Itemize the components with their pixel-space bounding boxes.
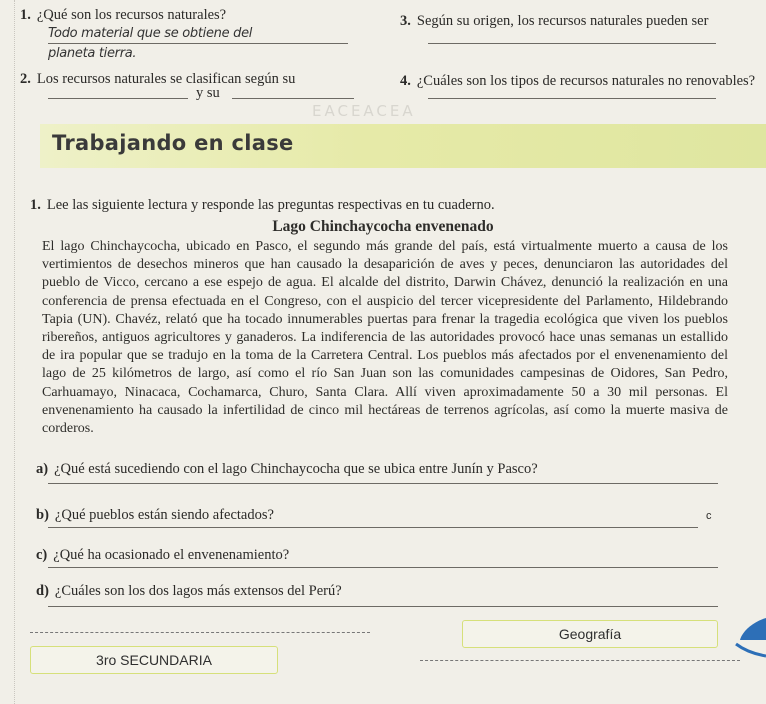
subquestion-b-text: ¿Qué pueblos están siendo afectados? — [54, 507, 274, 523]
exercise-number: 1. — [30, 197, 41, 213]
subject-label: Geografía — [558, 626, 622, 642]
answer-line — [428, 98, 716, 99]
answer-line — [428, 43, 716, 44]
question-3-text: Según su origen, los recursos naturales pueden ser — [416, 13, 709, 29]
subquestion-d-letter: d) — [36, 583, 49, 599]
blue-corner-decoration — [734, 610, 766, 670]
subquestion-c-letter: c) — [36, 547, 48, 563]
question-2-middle-text: y su — [196, 85, 220, 101]
subquestion-c-text: ¿Qué ha ocasionado el envenenamiento? — [53, 547, 290, 563]
grade-box — [30, 646, 278, 674]
question-1-handwritten-answer-line2: planeta tierra. — [48, 46, 137, 61]
subquestion-a-text: ¿Qué está sucediendo con el lago Chinchaycocha que se ubica entre Junín y Pasco? — [54, 461, 538, 477]
footer-dashed-line-right — [420, 660, 740, 661]
question-1-number: 1. — [20, 7, 31, 23]
grade-label: 3ro SECUNDARIA — [96, 652, 212, 668]
question-2-text: Los recursos naturales se clasifican según su — [36, 71, 296, 87]
question-4 — [400, 72, 755, 90]
subquestion-c — [36, 546, 289, 564]
question-4-number: 4. — [400, 73, 411, 89]
subquestion-d-text: ¿Cuáles son los dos lagos más extensos del Perú? — [54, 583, 342, 599]
reading-title: Lago Chinchaycocha envenenado — [272, 218, 494, 235]
answer-line — [48, 606, 718, 607]
exercise-instruction-row — [30, 196, 495, 214]
question-1 — [20, 6, 226, 24]
subquestion-a-letter: a) — [36, 461, 49, 477]
section-title: Trabajando en clase — [52, 131, 294, 155]
subquestion-b-letter: b) — [36, 507, 49, 523]
question-1-handwritten-answer-line1: Todo material que se obtiene del — [48, 26, 253, 41]
question-4-text: ¿Cuáles son los tipos de recursos naturales no renovables? — [416, 73, 756, 89]
answer-line — [48, 483, 718, 484]
faded-watermark: EACEACEA — [312, 102, 416, 120]
answer-line — [232, 98, 354, 99]
answer-line — [48, 43, 348, 44]
question-1-text: ¿Qué son los recursos naturales? — [36, 7, 227, 23]
question-2 — [20, 70, 295, 88]
question-3 — [400, 12, 708, 30]
subquestion-a — [36, 460, 538, 478]
answer-line — [48, 527, 698, 528]
subquestion-d — [36, 582, 342, 600]
subquestion-b — [36, 506, 274, 524]
reading-paragraph: El lago Chinchaycocha, ubicado en Pasco, el segundo más grande del país, está virtualmente muerto a causa de los vertimientos de desechos mineros que han causado la desaparición de aves y peces, denunciaron las autoridades del pueblo de Vicco, cercano a ese espejo de agua. El alcalde del distrito, Darwin Chávez, denunció la realización en una conferencia de prensa efectuada en el Congreso, con el auspicio del tercer vicepresidente del Parlamento, Hildebrando Tapia (UN). Chavéz, relató que ha tocado innumerables puertas para frenar la tragedia ecológica que viven los pueblos ribereños, antiguos agricultores y ganaderos. La indiferencia de las autoridades provocó hace unas semanas un estallido de ira popular que se tradujo en la toma de la Carretera Central. Los pueblos más afectados por el envenenamiento del lago de 25 kilómetros de largo, así como el río San Juan son las comunidades campesinas de Oidores, San Pedro, Carhuamayo, Ninacaca, Cochamarca, Churo, Santa Clara. Allí viven aproximadamente 50 a 30 mil personas. El envenenamiento ha causado la infertilidad de cinco mil hectáreas de terrenos agrícolas, así como la muerte masiva de corderos. — [42, 239, 728, 437]
answer-line — [48, 567, 718, 568]
stray-mark: c — [706, 510, 712, 522]
left-margin-rule — [14, 0, 15, 704]
question-2-number: 2. — [20, 71, 31, 87]
answer-line — [48, 98, 188, 99]
exercise-instruction: Lee las siguiente lectura y responde las preguntas respectivas en tu cuaderno. — [46, 197, 495, 213]
question-3-number: 3. — [400, 13, 411, 29]
footer-dashed-line-left — [30, 632, 370, 633]
subject-box — [462, 620, 718, 648]
